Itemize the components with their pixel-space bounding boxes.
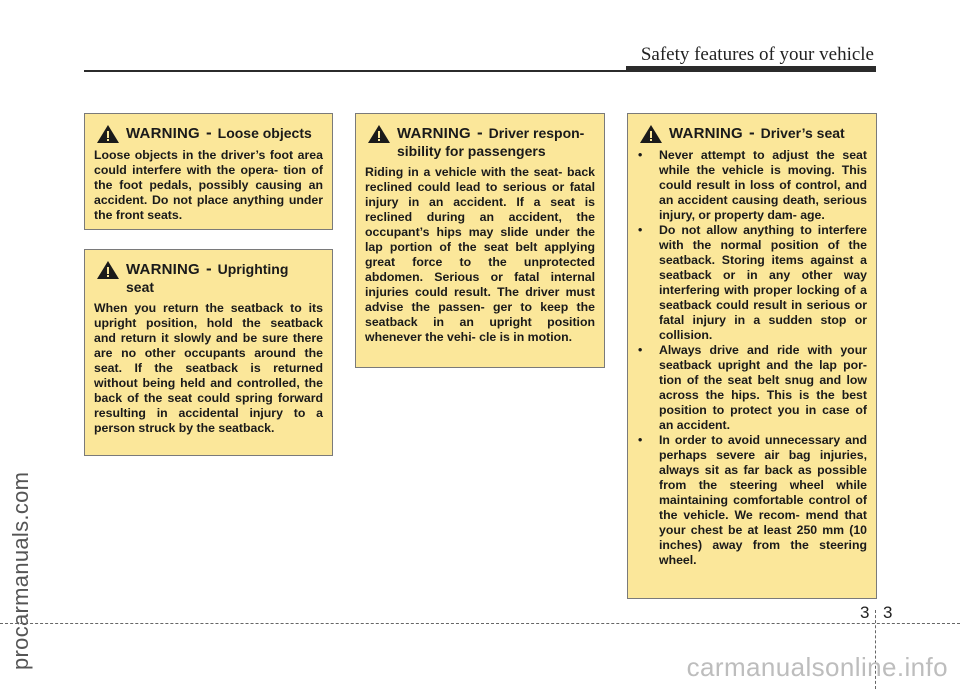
warning-header (94, 260, 323, 297)
warning-uprighting-seat (84, 249, 333, 456)
side-watermark: procarmanuals.com (8, 471, 33, 670)
list-item: • Always drive and ride with your seatback upright and the lap por- tion of the seat belt snug and low across the hips. This is the best position to protect you in case of an accident. (638, 343, 867, 432)
bullet-text: Do not allow anything to interfere with the normal position of the seatback. Storing items against a seatback or in any other way interfering with proper locking of a seatback could result in serious or fatal injury in a sudden stop or collision. (659, 223, 867, 342)
warning-label: WARNING (126, 125, 200, 142)
warning-bullet-list (637, 148, 867, 568)
warning-title (126, 124, 312, 143)
warning-dash: - (205, 259, 212, 278)
chapter-number: 3 (860, 603, 870, 622)
warning-subtitle: Uprighting seat (126, 261, 289, 295)
header-rule-accent (626, 66, 876, 72)
footer-rule (0, 623, 960, 624)
warning-loose-objects (84, 113, 333, 230)
warning-header (365, 124, 595, 161)
warning-label: WARNING (126, 261, 200, 278)
warning-subtitle: Driver respon- sibility for passengers (397, 125, 585, 159)
bullet-text: Always drive and ride with your seatback upright and the lap por- tion of the seat belt snug and low across the hips. This is the best position to protect you in case of an accident. (659, 343, 867, 432)
warning-body: When you return the seatback to its upright position, hold the seatback and return it slowly and be sure there are no other occupants around the seat. If the seatback is returned without being held and controlled, the back of the seat could spring forward resulting in accidental injury to a person struck by the seatback. (94, 301, 323, 435)
warning-body: Loose objects in the driver’s foot area could interfere with the opera- tion of the foot pedals, possibly causing an accident. Do not place anything under the front seats. (94, 148, 323, 222)
list-item: • Do not allow anything to interfere with the normal position of the seatback. Storing items against a seatback or in any other way interfering with proper locking of a seatback could result in serious or fatal injury in a sudden stop or collision. (638, 223, 867, 342)
bullet-text: In order to avoid unnecessary and perhaps severe air bag injuries, always sit as far back as possible from the steering wheel while maintaining comfortable control of the vehicle. We recom- mend that your chest be at least 250 mm (10 inches) away from the steering wheel. (659, 433, 867, 567)
warning-dash: - (748, 123, 755, 142)
bullet-text: Never attempt to adjust the seat while the vehicle is moving. This could result in loss of control, and an accident causing death, serious injury, or property dam- age. (659, 148, 867, 222)
footer-watermark: carmanualsonline.info (686, 652, 948, 682)
section-title: Safety features of your vehicle (640, 44, 874, 65)
warning-header (637, 124, 867, 144)
warning-label: WARNING (397, 125, 471, 142)
warning-dash: - (205, 123, 212, 142)
warning-subtitle: Driver’s seat (760, 125, 845, 141)
warning-body: Riding in a vehicle with the seat- back reclined could lead to serious or fatal injury in an accident. If a seat is reclined during an accident, the occupant’s hips may slide under the lap portion of the seat belt applying great force to the unprotected abdomen. Serious or fatal internal injuries could result. The driver must advise the passen- ger to keep the seatback in an upright position whenever the vehi- cle is in motion. (365, 165, 595, 344)
warning-dash: - (476, 123, 483, 142)
warning-header (94, 124, 323, 144)
warning-triangle-icon (367, 124, 391, 144)
warning-subtitle: Loose objects (217, 125, 312, 141)
list-item: • In order to avoid unnecessary and perhaps severe air bag injuries, always sit as far back as possible from the steering wheel while maintaining comfortable control of the vehicle. We recom- mend that your chest be at least 250 mm (10 inches) away from the steering wheel. (638, 433, 867, 567)
warning-triangle-icon (639, 124, 663, 144)
list-item: • Never attempt to adjust the seat while the vehicle is moving. This could result in loss of control, and an accident causing death, serious injury, or property dam- age. (638, 148, 867, 222)
page-number: 3 (883, 603, 893, 622)
warning-title (669, 124, 845, 143)
warning-label: WARNING (669, 125, 743, 142)
warning-title (126, 260, 306, 297)
warning-title (397, 124, 595, 161)
warning-driver-responsibility (355, 113, 605, 368)
warning-drivers-seat (627, 113, 877, 599)
warning-triangle-icon (96, 260, 120, 280)
warning-triangle-icon (96, 124, 120, 144)
